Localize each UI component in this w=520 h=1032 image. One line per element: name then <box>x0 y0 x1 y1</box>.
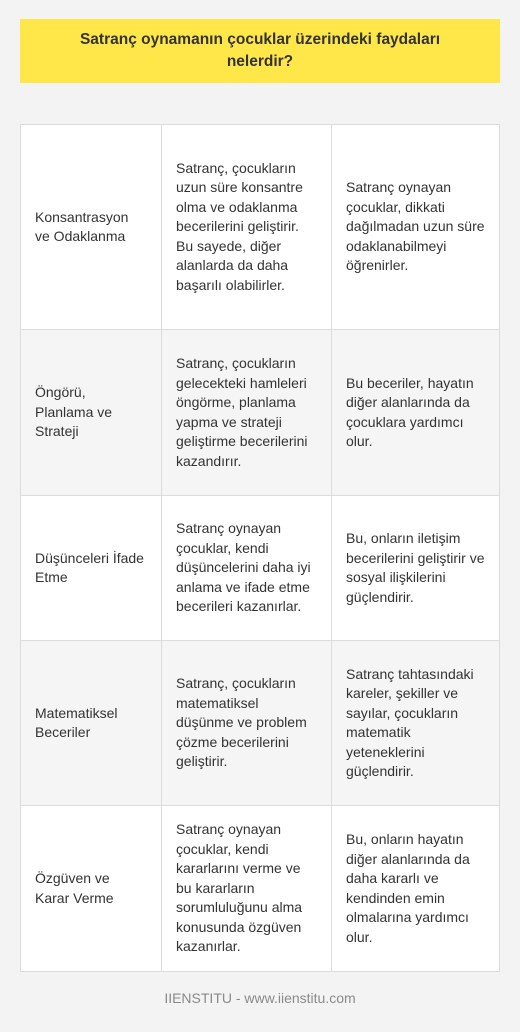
row-topic: Konsantrasyon ve Odaklanma <box>35 208 129 244</box>
table-row <box>21 496 499 641</box>
row-detail: Satranç oynayan çocuklar, dikkati dağılmadan uzun süre odaklanabilmeyi öğrenirler. <box>331 125 499 329</box>
page-title: Satranç oynamanın çocuklar üzerindeki faydaları nelerdir? <box>79 31 441 70</box>
row-benefit: Satranç, çocukların gelecekteki hamleleri öngörme, planlama yapma ve strateji geliştirme becerilerini kazandırır. <box>161 330 331 495</box>
row-detail: Bu beceriler, hayatın diğer alanlarında da çocuklara yardımcı olur. <box>331 330 499 495</box>
row-topic: Düşünceleri İfade Etme <box>35 549 144 585</box>
row-topic: Öngörü, Planlama ve Strateji <box>35 384 113 440</box>
row-benefit: Satranç oynayan çocuklar, kendi kararlarını verme ve bu kararların sorumluluğunu alma konusunda özgüven kazanırlar. <box>161 806 331 971</box>
row-benefit: Satranç, çocukların matematiksel düşünme ve problem çözme becerilerini geliştirir. <box>161 641 331 805</box>
row-detail: Satranç tahtasındaki kareler, şekiller ve sayılar, çocukların matematik yeteneklerini güçlendirir. <box>331 641 499 805</box>
table-row <box>21 641 499 806</box>
title-banner <box>20 19 500 83</box>
row-benefit: Satranç oynayan çocuklar, kendi düşüncelerini daha iyi anlama ve ifade etme becerileri kazanırlar. <box>161 496 331 640</box>
row-topic: Özgüven ve Karar Verme <box>35 870 114 906</box>
table-row <box>21 330 499 496</box>
row-detail: Bu, onların hayatın diğer alanlarında da daha kararlı ve kendinden emin olmalarına yardımcı olur. <box>331 806 499 971</box>
row-benefit: Satranç, çocukların uzun süre konsantre olma ve odaklanma becerilerini geliştirir. Bu sayede, diğer alanlarda da daha başarılı olabilirler. <box>161 125 331 329</box>
benefits-table <box>20 124 500 972</box>
row-topic: Matematiksel Beceriler <box>35 704 118 740</box>
footer-credit: IIENSTITU - www.iienstitu.com <box>164 990 356 1006</box>
table-row <box>21 806 499 971</box>
row-detail: Bu, onların iletişim becerilerini geliştirir ve sosyal ilişkilerini güçlendirir. <box>331 496 499 640</box>
table-row <box>21 125 499 330</box>
